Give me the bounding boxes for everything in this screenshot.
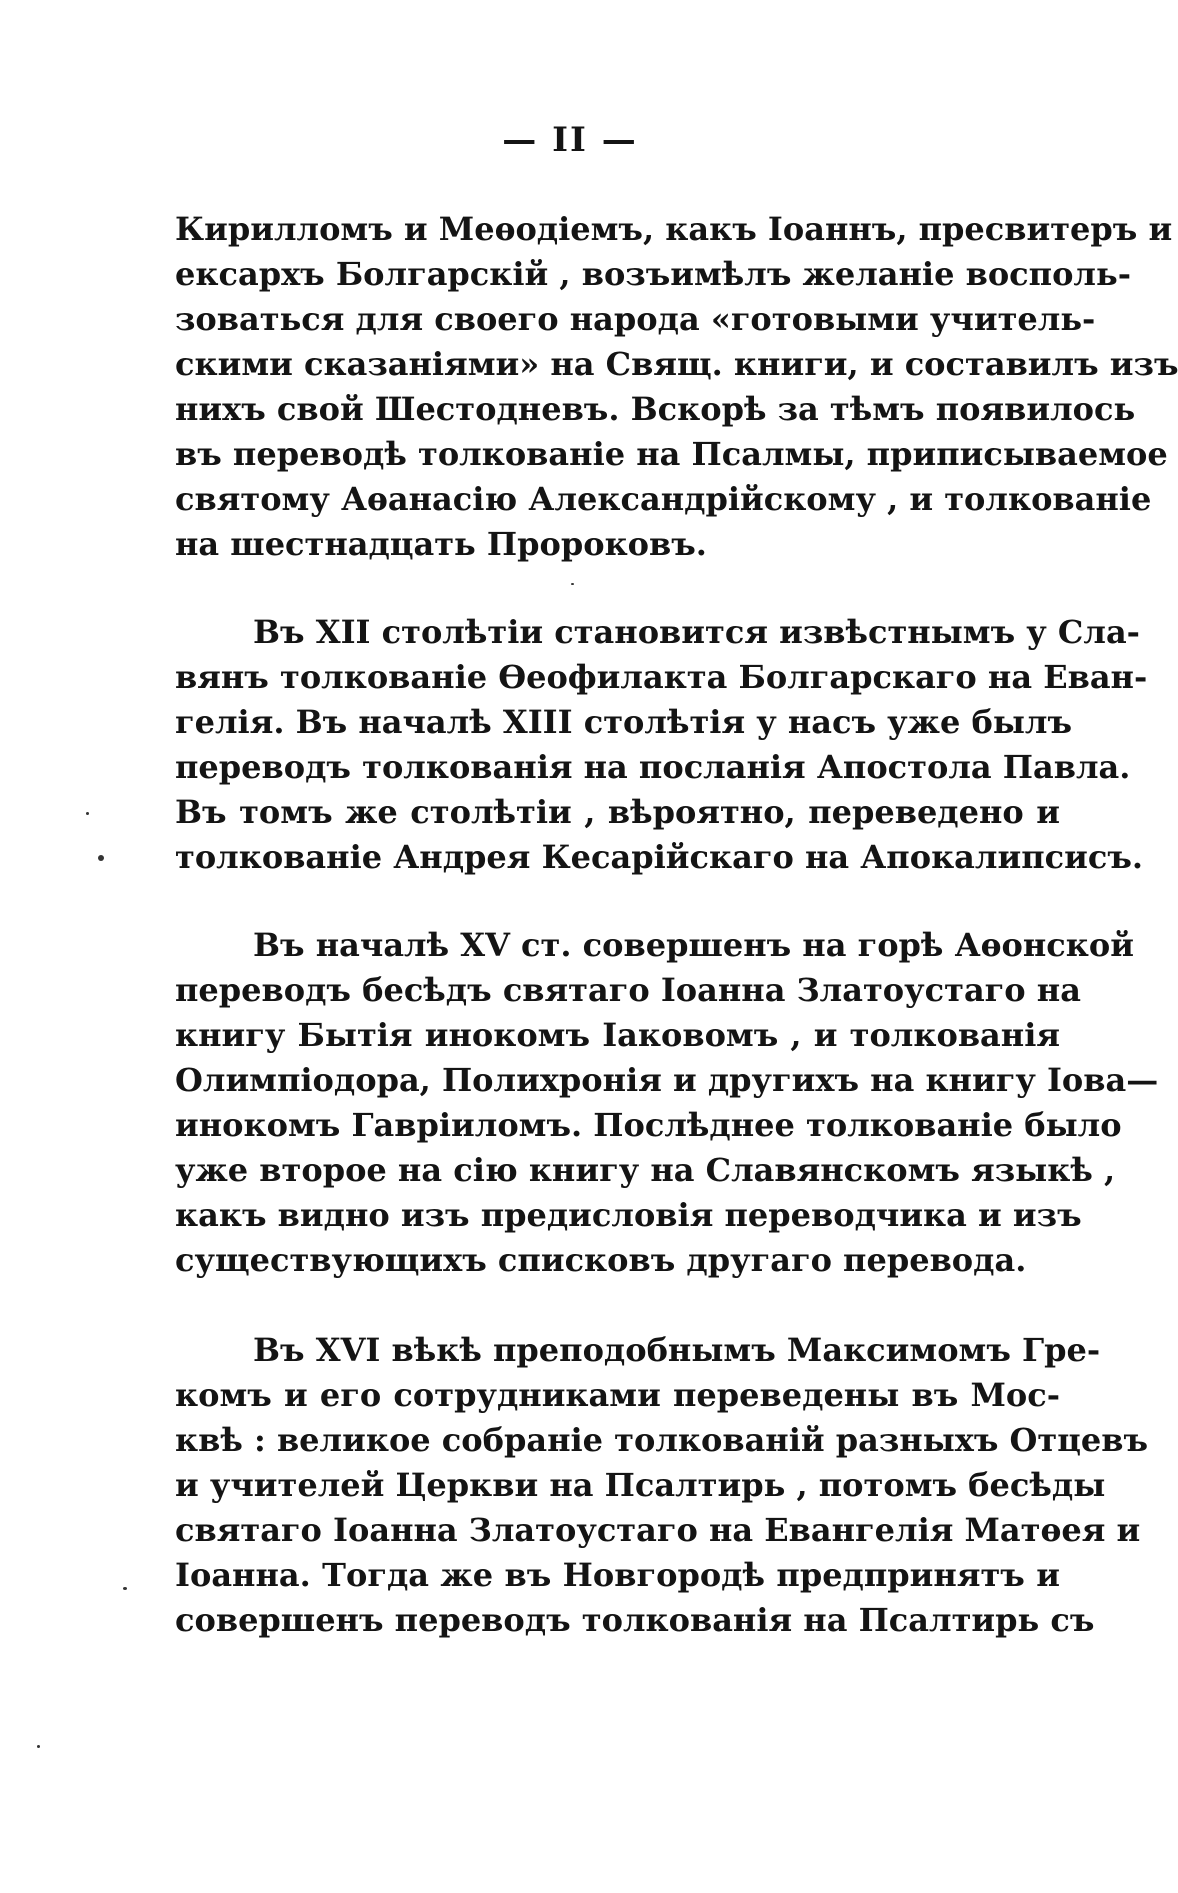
text-line: на шестнадцать Пророковъ. [175,525,707,563]
text-line: Въ началѣ XV ст. совершенъ на горѣ Аѳонской [253,926,1134,964]
scan-speck [98,855,104,861]
text-line: переводъ толкованія на посланія Апостола Павла. [175,748,1131,786]
text-line: Іоанна. Тогда же въ Новгородѣ предпринятъ и [175,1556,1060,1594]
text-line: святаго Іоанна Златоустаго на Евангелія Матѳея и [175,1511,1141,1549]
text-line: гелія. Въ началѣ XIII столѣтія у насъ уже былъ [175,703,1072,741]
paragraph-2 [175,610,1148,880]
text-line: толкованіе Андрея Кесарійскаго на Апокалипсисъ. [175,838,1144,876]
scan-speck [123,1587,127,1590]
scan-speck [86,812,89,815]
page-number: — II — [502,120,638,160]
text-line: и учителей Церкви на Псалтирь , потомъ бесѣды [175,1466,1106,1504]
text-line: квѣ : великое собраніе толкованій разныхъ Отцевъ [175,1421,1149,1459]
paragraph-1 [175,207,1178,567]
text-line: Въ XVI вѣкѣ преподобнымъ Максимомъ Гре- [253,1331,1101,1369]
text-line: Олимпіодора, Полихронія и другихъ на книгу Іова— [175,1061,1159,1099]
text-line: въ переводѣ толкованіе на Псалмы, приписываемое [175,435,1168,473]
text-line: какъ видно изъ предисловія переводчика и изъ [175,1196,1082,1234]
paragraph-4 [175,1328,1149,1643]
scan-speck [37,1745,40,1748]
text-line: совершенъ переводъ толкованія на Псалтирь съ [175,1601,1095,1639]
text-line: зоваться для своего народа «готовыми учитель- [175,300,1096,338]
paragraph-3 [175,923,1159,1283]
text-line: Въ XII столѣтіи становится извѣстнымъ у Сла- [253,613,1140,651]
text-line: уже второе на сію книгу на Славянскомъ языкѣ , [175,1151,1116,1189]
text-line: Кирилломъ и Меѳодіемъ, какъ Іоаннъ, пресвитеръ и [175,210,1173,248]
text-line: нихъ свой Шестодневъ. Вскорѣ за тѣмъ появилось [175,390,1136,428]
text-line: переводъ бесѣдъ святаго Іоанна Златоустаго на [175,971,1081,1009]
text-line: существующихъ списковъ другаго перевода. [175,1241,1027,1279]
text-line: книгу Бытія инокомъ Іаковомъ , и толкованія [175,1016,1060,1054]
text-line: Въ томъ же столѣтіи , вѣроятно, переведено и [175,793,1060,831]
text-line: ексархъ Болгарскій , возъимѣлъ желаніе восполь- [175,255,1131,293]
text-line: святому Аѳанасію Александрійскому , и толкованіе [175,480,1152,518]
scan-speck [571,583,574,585]
text-line: инокомъ Гавріиломъ. Послѣднее толкованіе было [175,1106,1122,1144]
text-line: скими сказаніями» на Свящ. книги, и составилъ изъ [175,345,1178,383]
text-line: комъ и его сотрудниками переведены въ Мос- [175,1376,1060,1414]
text-line: вянъ толкованіе Ѳеофилакта Болгарскаго на Еван- [175,658,1148,696]
